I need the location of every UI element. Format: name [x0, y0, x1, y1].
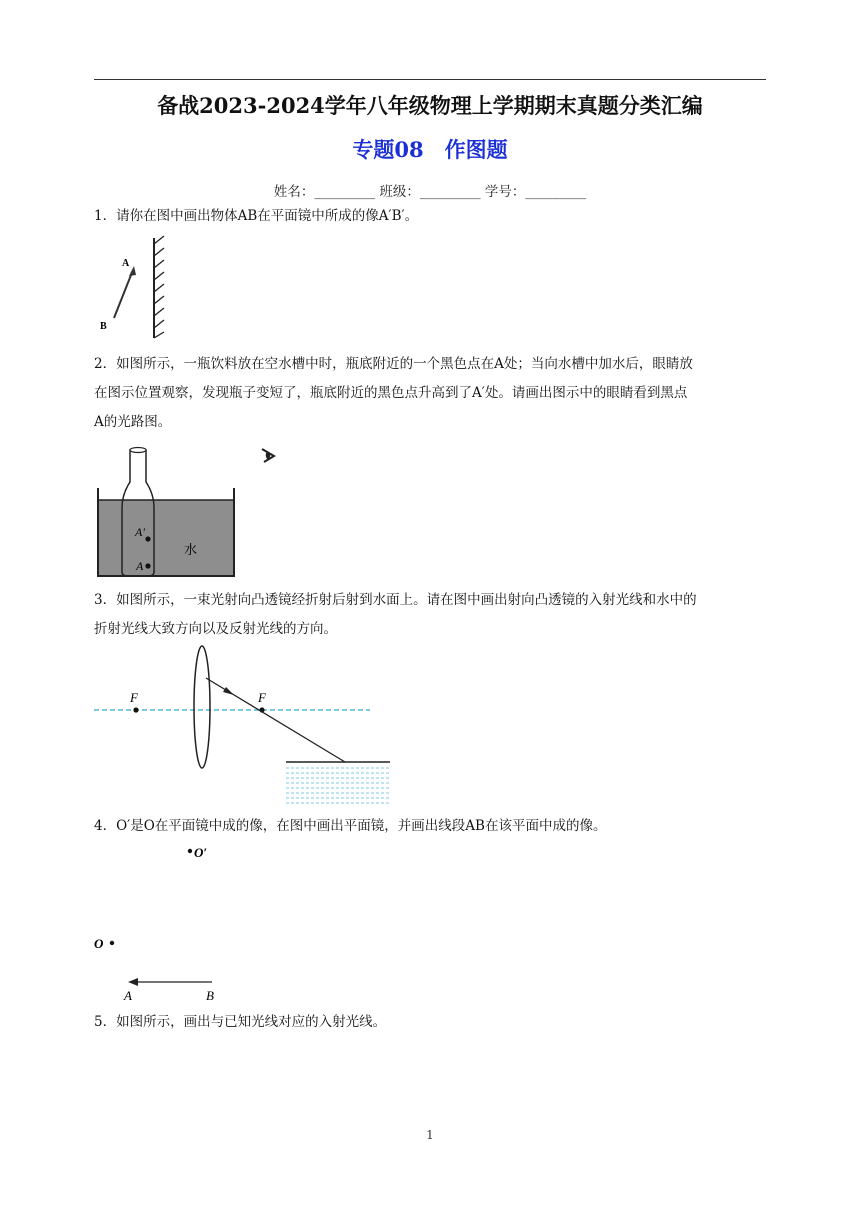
question-number: 5．: [94, 1014, 117, 1030]
label-a: A: [136, 559, 144, 573]
question-number: 4．: [94, 818, 117, 834]
question-5: [94, 1008, 766, 1037]
question-number: 1．: [94, 208, 117, 224]
question-text-line2: 在图示位置观察，发现瓶子变短了，瓶底附近的黑色点升高到了A′处。请画出图示中的眼睛看到黑点: [94, 385, 688, 401]
question-number: 2．: [94, 356, 117, 372]
convex-lens: [194, 646, 210, 768]
label-b: B: [206, 988, 214, 1003]
student-info-line: 姓名：_________ 班级：_________ 学号：_________: [273, 184, 587, 200]
question-3: [94, 586, 766, 644]
mirror-hatching: [154, 236, 164, 338]
object-arrow-ab: [114, 270, 133, 318]
figure-3-convex-lens: [94, 644, 394, 806]
figure-2-bottle-in-tank: [94, 442, 294, 582]
label-b: B: [100, 321, 107, 332]
header-rule: [94, 79, 766, 80]
question-text-line1: 如图所示，一束光射向凸透镜经折射后射到水面上。请在图中画出射向凸透镜的入射光线和水中的: [116, 592, 697, 608]
bottle-neck-rim: [130, 448, 146, 453]
question-text: 如图所示，画出与已知光线对应的入射光线。: [116, 1014, 387, 1030]
water-hatching: [286, 768, 390, 803]
eye-icon: [262, 449, 274, 462]
question-text-line1: 如图所示，一瓶饮料放在空水槽中时，瓶底附近的一个黑色点在A处；当向水槽中加水后，眼睛放: [116, 356, 693, 372]
label-water: 水: [184, 542, 198, 557]
label-f-left: F: [130, 690, 138, 705]
document-title: 备战2023-2024学年八年级物理上学期期末真题分类汇编: [157, 93, 703, 118]
label-a: A: [124, 988, 132, 1003]
ray-arrow: [223, 687, 234, 695]
arrow-head: [129, 266, 136, 276]
figure-4-mirror-image: [90, 838, 250, 1004]
point-a-prime: [145, 536, 150, 541]
document-subtitle: 专题08 作图题: [352, 137, 508, 162]
label-o: O: [94, 936, 104, 951]
question-2: [94, 350, 766, 437]
label-f-right: F: [258, 690, 266, 705]
label-a: A: [122, 258, 130, 269]
question-1: [94, 202, 766, 231]
point-o-prime: [188, 849, 192, 853]
page-number: 1: [426, 1128, 434, 1142]
question-text-line3: A的光路图。: [94, 414, 172, 430]
figure-1-plane-mirror: [94, 232, 204, 342]
label-a-prime: A′: [135, 525, 145, 539]
point-o: [110, 941, 114, 945]
question-text-line2: 折射光线大致方向以及反射光线的方向。: [94, 621, 337, 637]
segment-arrow: [128, 978, 138, 986]
question-number: 3．: [94, 592, 117, 608]
question-4: [94, 812, 766, 841]
point-a: [145, 563, 150, 568]
water-body: [98, 500, 234, 576]
question-text: 请你在图中画出物体AB在平面镜中所成的像A′B′。: [116, 208, 419, 224]
focal-point-left: [133, 707, 138, 712]
label-o-prime: O′: [194, 845, 208, 860]
question-text: O′是O在平面镜中成的像，在图中画出平面镜，并画出线段AB在该平面中成的像。: [116, 818, 607, 834]
